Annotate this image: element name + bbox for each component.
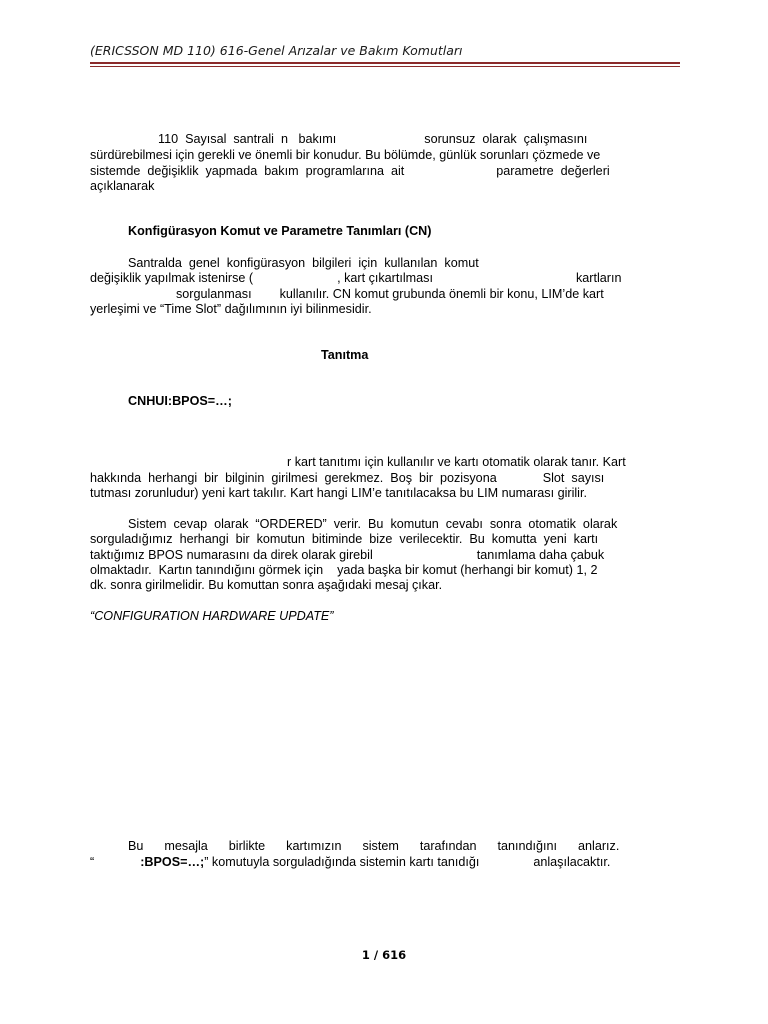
- card-line-3: tutması zorunludur) yeni kart takılır. Kart hangi LIM’e tanıtılacaksa bu LIM numarası girilir.: [90, 486, 587, 500]
- intro-text-1b: sorunsuz olarak çalışmasını: [424, 132, 588, 146]
- system-line-2: sorguladığımız herhangi bir komutun bitiminde bize verilecektir. Bu komutta yeni kartı: [90, 532, 599, 546]
- final-command: :BPOS=…;: [140, 855, 205, 869]
- page-number: 1 / 616: [361, 948, 407, 962]
- system-line-4: olmaktadır. Kartın tanındığını görmek için yada başka bir komut (herhangi bir komut) 1, 2: [90, 563, 598, 577]
- system-text-3a: taktığımız BPOS numarasını da direk olarak girebil: [90, 548, 373, 562]
- final-text-2c: ” komutuyla sorguladığında sistemin kartı tanıdığı: [204, 855, 480, 869]
- system-line-1: Sistem cevap olarak “ORDERED” verir. Bu komutun cevabı sonra otomatik olarak: [128, 517, 618, 531]
- system-line-3: [90, 548, 676, 563]
- cn-text-2c: kartların: [575, 271, 622, 285]
- final-line-1: Bu mesajla birlikte kartımızın sistem tarafından tanındığını anlarız.: [128, 839, 620, 853]
- intro-line-2: sürdürebilmesi için gerekli ve önemli bir konudur. Bu bölümde, günlük sorunları çözmede ve: [90, 148, 601, 162]
- cn-line-4: yerleşimi ve “Time Slot” dağılımının iyi bilinmesidir.: [90, 302, 372, 316]
- cn-line-3: [90, 287, 676, 302]
- cn-text-3a: sorgulanması: [176, 287, 252, 301]
- system-text-3b: tanımlama daha çabuk: [476, 548, 605, 562]
- card-text-2b: Slot sayısı: [542, 471, 605, 485]
- system-line-5: dk. sonra girilmelidir. Bu komuttan sonra aşağıdaki mesaj çıkar.: [90, 578, 443, 592]
- cn-text-2b: , kart çıkartılması: [337, 271, 433, 285]
- command-text: CNHUI:BPOS=…;: [128, 394, 232, 408]
- cn-line-2: [90, 271, 676, 286]
- card-line-2: [90, 471, 676, 486]
- final-text-2a: “: [90, 855, 95, 869]
- intro-line-3: [90, 164, 676, 179]
- intro-line-1: [90, 132, 676, 147]
- cn-text-3b: kullanılır. CN komut grubunda önemli bir konu, LIM’de kart: [279, 287, 604, 301]
- tanitma-heading: Tanıtma: [321, 348, 369, 362]
- cn-text-2a: değişiklik yapılmak istenirse (: [90, 271, 254, 285]
- header-rule-thick: [90, 62, 680, 64]
- intro-line-4: açıklanarak: [90, 179, 155, 193]
- intro-text-3a: sistemde değişiklik yapmada bakım programlarına ait: [90, 164, 405, 178]
- page-header: (ERICSSON MD 110) 616-Genel Arızalar ve Bakım Komutları: [90, 43, 463, 58]
- header-rule-thin: [90, 66, 680, 67]
- cn-line-1: Santralda genel konfigürasyon bilgileri için kullanılan komut: [128, 256, 479, 270]
- card-text-2: hakkında herhangi bir bilginin girilmesi gerekmez. Boş bir pozisyona: [90, 471, 497, 485]
- message-text: “CONFIGURATION HARDWARE UPDATE”: [90, 609, 334, 623]
- card-line-1: r kart tanıtımı için kullanılır ve kartı otomatik olarak tanır. Kart: [287, 455, 626, 469]
- section-title: Konfigürasyon Komut ve Parametre Tanımları (CN): [128, 224, 432, 238]
- final-line-2: [90, 855, 676, 870]
- intro-text-1a: 110 Sayısal santrali n bakımı: [158, 132, 337, 146]
- final-text-2d: anlaşılacaktır.: [533, 855, 611, 869]
- intro-text-3b: parametre değerleri: [496, 164, 610, 178]
